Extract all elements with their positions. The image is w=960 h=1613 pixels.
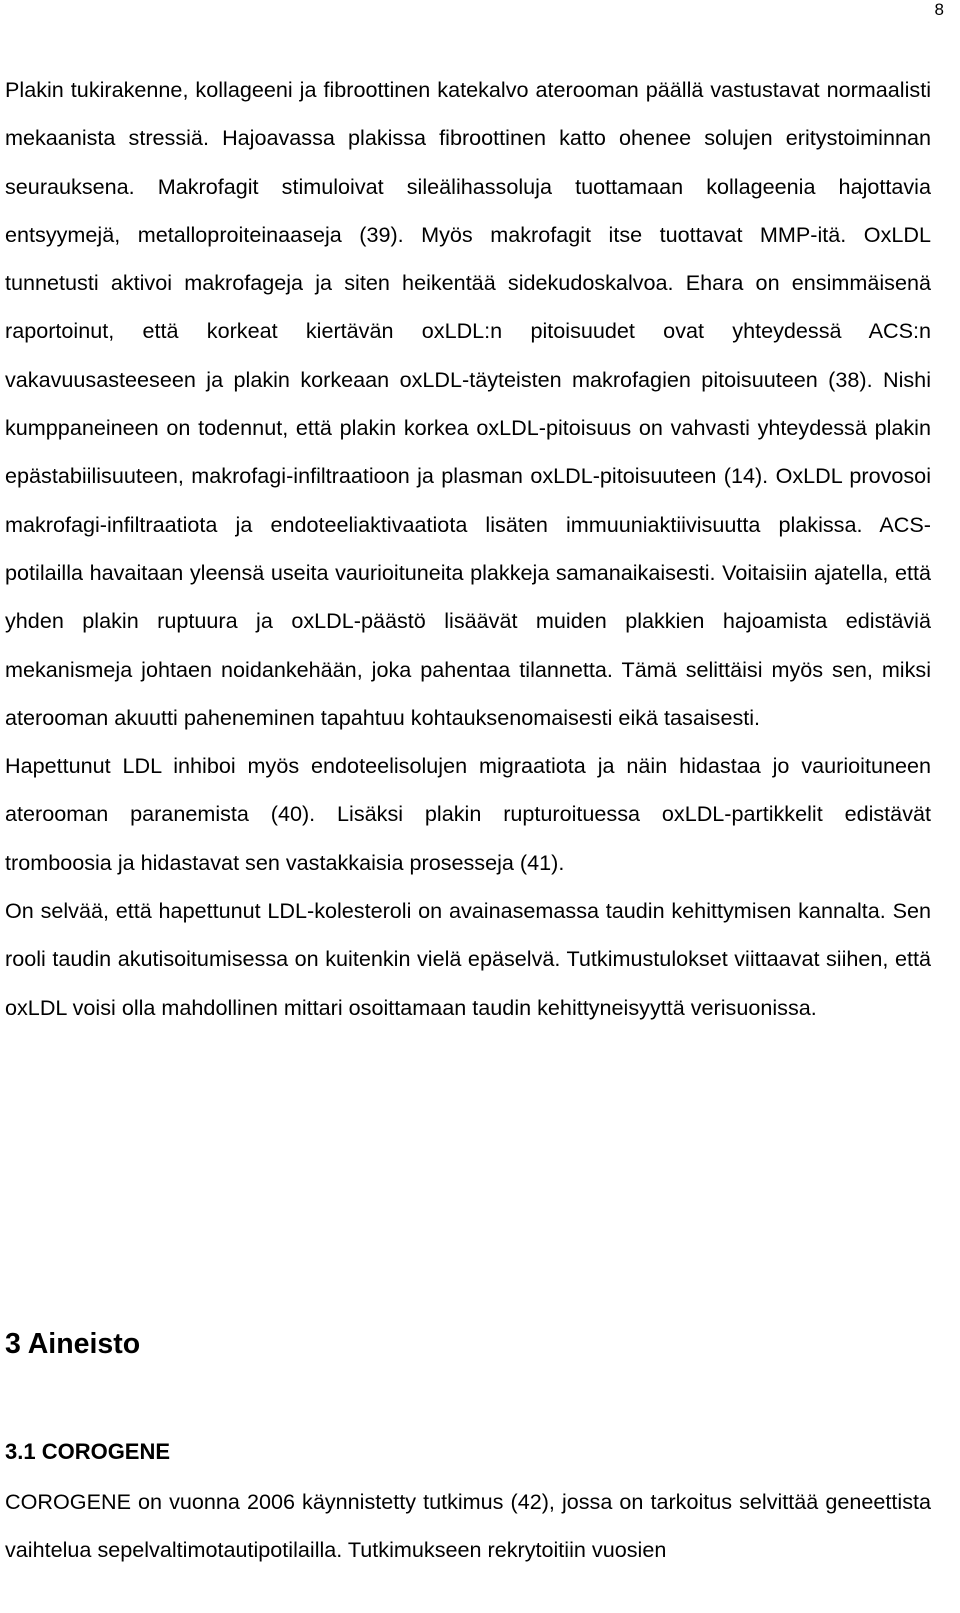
page-number: 8 [934,0,944,19]
paragraph-plaque-stability: Plakin tukirakenne, kollageeni ja fibroottinen katekalvo aterooman päällä vastustavat normaalisti mekaanista stressiä. Hajoavassa plakissa fibroottinen katto ohenee solujen eritystoiminnan seurauksena. Makrofagit stimuloivat sileälihassoluja tuottamaan kollageenia hajottavia entsyymejä, metalloproiteinaaseja (39). Myös makrofagit itse tuottavat MMP-itä. OxLDL tunnetusti aktivoi makrofageja ja siten heikentää sidekudoskalvoa. Ehara on ensimmäisenä raportoinut, että korkeat kiertävän oxLDL:n pitoisuudet ovat yhteydessä ACS:n vakavuusasteeseen ja plakin korkeaan oxLDL-täyteisten makrofagien pitoisuuteen (38). Nishi kumppaneineen on todennut, että plakin korkea oxLDL-pitoisuus on vahvasti yhteydessä plakin epästabiilisuuteen, makrofagi-infiltraatioon ja plasman oxLDL-pitoisuuteen (14). OxLDL provosoi makrofagi-infiltraatiota ja endoteeliaktivaatiota lisäten immuuniaktiivisuutta plakissa. ACS-potilailla havaitaan yleensä useita vaurioituneita plakkeja samanaikaisesti. Voitaisiin ajatella, että yhden plakin ruptuura ja oxLDL-päästö lisäävät muiden plakkien hajoamista edistäviä mekanismeja johtaen noidankehään, joka pahentaa tilannetta. Tämä selittäisi myös sen, miksi aterooman akuutti paheneminen tapahtuu kohtauksenomaisesti eikä tasaisesti. [5,77,931,730]
paragraph-oxidized-ldl-endothelium: Hapettunut LDL inhiboi myös endoteelisolujen migraatiota ja näin hidastaa jo vaurioituneen aterooman paranemista (40). Lisäksi plakin rupturoituessa oxLDL-partikkelit edistävät tromboosia ja hidastavat sen vastakkaisia prosesseja (41). [5,753,931,875]
section-heading: 3.1 COROGENE [5,1439,171,1464]
chapter-heading: 3 Aineisto [5,1328,141,1360]
paragraph-oxldl-marker: On selvää, että hapettunut LDL-kolesteroli on avainasemassa taudin kehittymisen kannalta. Sen rooli taudin akutisoitumisessa on kuitenkin vielä epäselvä. Tutkimustulokset viittaavat siihen, että oxLDL voisi olla mahdollinen mittari osoittamaan taudin kehittyneisyyttä verisuonissa. [5,898,931,1020]
body-text [5,66,931,1032]
paragraph-corogene: COROGENE on vuonna 2006 käynnistetty tutkimus (42), jossa on tarkoitus selvittää geneettista vaihtelua sepelvaltimotautipotilailla. Tutkimukseen rekrytoitiin vuosien [5,1489,931,1563]
section-body [5,1478,931,1575]
